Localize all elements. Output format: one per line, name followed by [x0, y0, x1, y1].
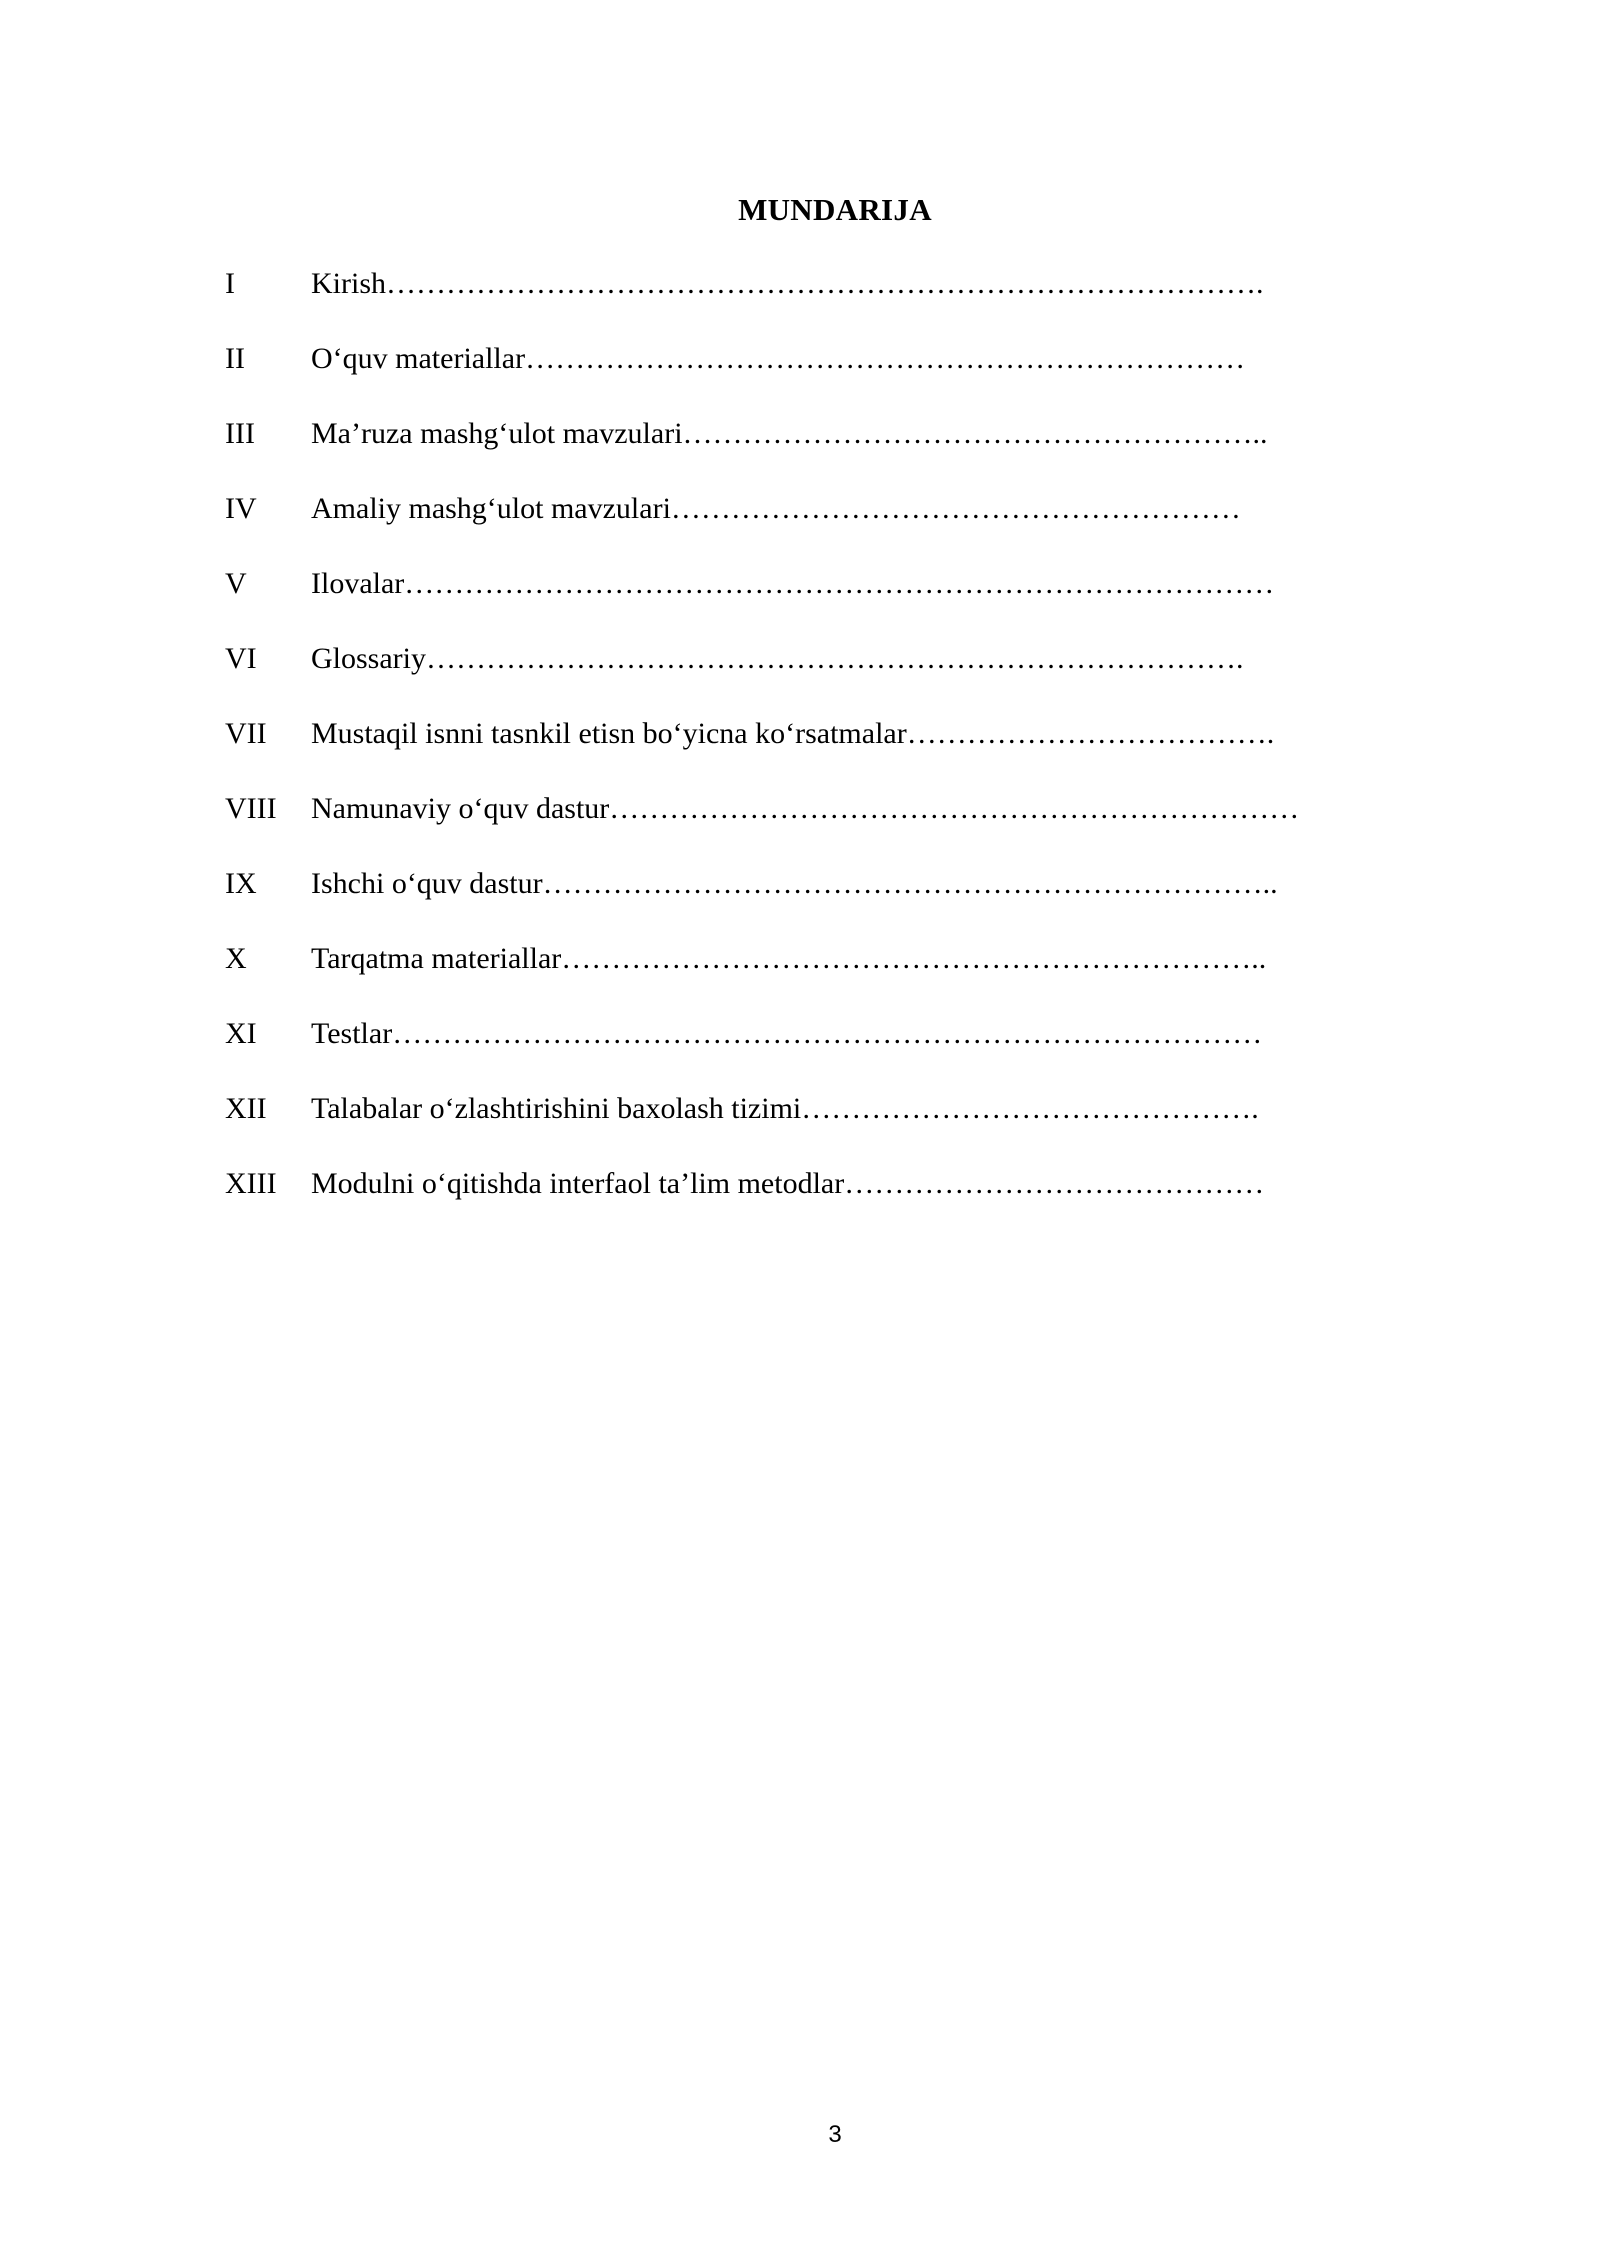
toc-entry-number: VIII [225, 792, 277, 825]
toc-entry-ishchi-dastur [225, 864, 1355, 939]
toc-entry-namunaviy-dastur [225, 789, 1355, 864]
toc-dot-leader: ………………………………………. [801, 1092, 1259, 1125]
toc-dot-leader: ………………………………………………….. [682, 417, 1268, 450]
toc-entry-number: IV [225, 492, 257, 525]
toc-entry-number: VII [225, 717, 267, 750]
toc-entry-interfaol-metodlar [225, 1164, 1355, 1239]
toc-entry-maruza-mavzulari [225, 414, 1355, 489]
toc-dot-leader: …………………………………………………………………………… [392, 1017, 1263, 1050]
toc-entry-title: Tarqatma materiallar [311, 942, 562, 975]
toc-entry-title: Kirish [311, 267, 386, 300]
toc-entry-title: O‘quv materiallar [311, 342, 526, 375]
toc-dot-leader: ……………………………………………………………….. [542, 867, 1278, 900]
toc-entry-title: Amaliy mashg‘ulot mavzulari [311, 492, 671, 525]
toc-entry-number: IX [225, 867, 257, 900]
toc-entry-baxolash-tizimi [225, 1089, 1355, 1164]
toc-entry-ilovalar [225, 564, 1355, 639]
table-of-contents [225, 264, 1355, 1239]
toc-entry-kirish [225, 264, 1355, 339]
toc-entry-number: VI [225, 642, 257, 675]
toc-entry-number: X [225, 942, 247, 975]
toc-dot-leader: …………………………………………………………………………… [404, 567, 1275, 600]
toc-dot-leader: …………………………………………………………….. [561, 942, 1267, 975]
toc-dot-leader: …………………………………………………………… [609, 792, 1300, 825]
toc-dot-leader: ……………………………………………………………………………. [386, 267, 1264, 300]
toc-entry-testlar [225, 1014, 1355, 1089]
toc-entry-glossariy [225, 639, 1355, 714]
toc-dot-leader: ……………………………………………………………… [525, 342, 1246, 375]
toc-entry-title: Namunaviy o‘quv dastur [311, 792, 610, 825]
toc-entry-title: Mustaqil isnni tasnkil etisn bo‘yicna ko‘rsatmalar [311, 717, 907, 750]
toc-entry-tarqatma-materiallar [225, 939, 1355, 1014]
toc-entry-mustaqil-ish [225, 714, 1355, 789]
toc-dot-leader: ………………………………………………… [670, 492, 1241, 525]
toc-entry-oquv-materiallar [225, 339, 1355, 414]
toc-entry-number: XIII [225, 1167, 277, 1200]
toc-entry-title: Ilovalar [311, 567, 405, 600]
toc-entry-number: V [225, 567, 247, 600]
page-number: 3 [828, 2121, 842, 2148]
toc-entry-title: Modulni o‘qitishda interfaol ta’lim metodlar [311, 1167, 845, 1200]
toc-dot-leader: ………………………………………………………………………. [426, 642, 1244, 675]
toc-entry-number: II [225, 342, 245, 375]
toc-entry-title: Ma’ruza mashg‘ulot mavzulari [311, 417, 683, 450]
toc-entry-number: XI [225, 1017, 257, 1050]
toc-dot-leader: …………………………………… [844, 1167, 1265, 1200]
toc-entry-number: XII [225, 1092, 267, 1125]
toc-entry-title: Testlar [311, 1017, 393, 1050]
toc-entry-number: III [225, 417, 255, 450]
toc-dot-leader: ………………………………. [906, 717, 1275, 750]
toc-entry-title: Glossariy [311, 642, 426, 675]
toc-entry-title: Talabalar o‘zlashtirishini baxolash tizimi [311, 1092, 802, 1125]
toc-entry-title: Ishchi o‘quv dastur [311, 867, 543, 900]
toc-entry-amaliy-mavzulari [225, 489, 1355, 564]
toc-entry-number: I [225, 267, 235, 300]
page-title: MUNDARIJA [738, 192, 932, 227]
